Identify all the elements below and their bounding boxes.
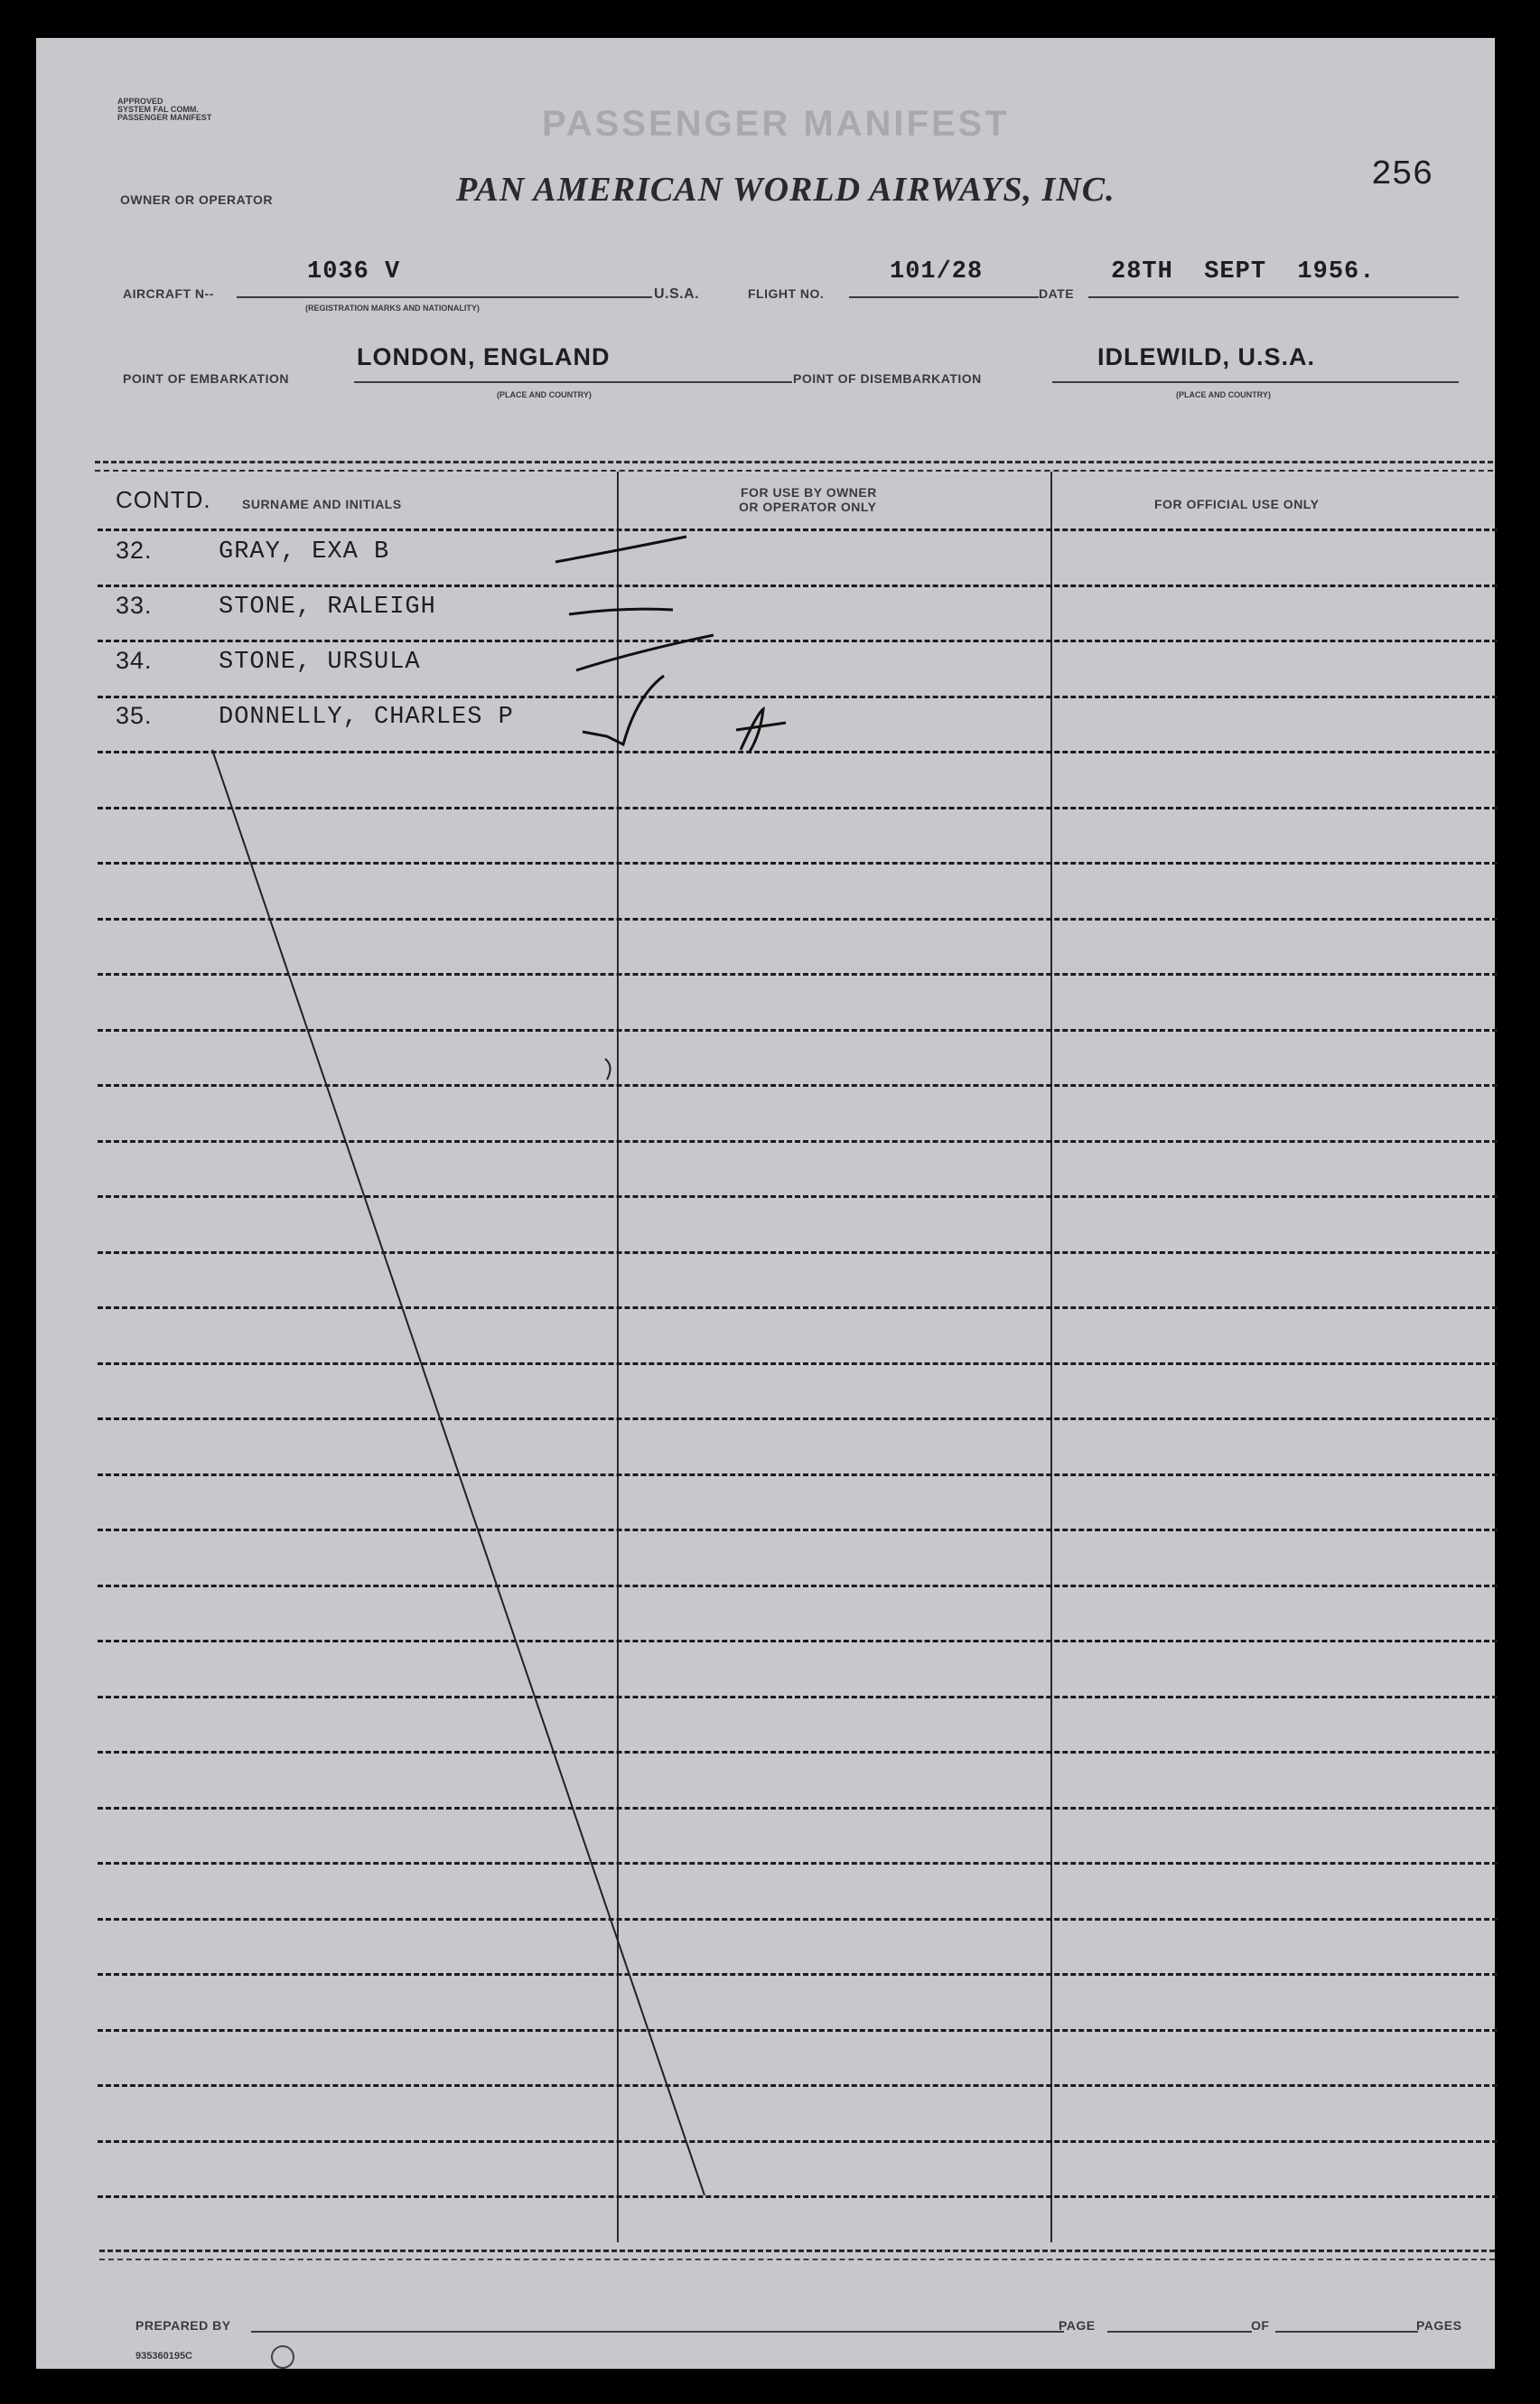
col-header-name: SURNAME AND INITIALS bbox=[242, 497, 402, 511]
disembark-label: POINT OF DISEMBARKATION bbox=[793, 371, 982, 386]
col-header-owner-line2: OR OPERATOR ONLY bbox=[739, 500, 877, 514]
embark-caption: (PLACE AND COUNTRY) bbox=[497, 390, 592, 399]
date-label: DATE bbox=[1039, 286, 1075, 301]
row-number: 34. bbox=[116, 647, 153, 674]
page-label: PAGE bbox=[1059, 2318, 1096, 2333]
passenger-name: GRAY, EXA B bbox=[219, 538, 390, 566]
col-header-owner-line1: FOR USE BY OWNER bbox=[741, 485, 877, 500]
form-number: 935360195C bbox=[135, 2351, 193, 2362]
aircraft-value: 1036 V bbox=[307, 258, 401, 285]
check-mark bbox=[583, 676, 664, 744]
registration-caption: (REGISTRATION MARKS AND NATIONALITY) bbox=[305, 304, 480, 313]
union-seal-icon bbox=[271, 2345, 294, 2369]
col-header-official: FOR OFFICIAL USE ONLY bbox=[1154, 497, 1320, 511]
approval-stamp-text: APPROVED SYSTEM FAL COMM. PASSENGER MANIFEST bbox=[117, 97, 212, 122]
passenger-name: STONE, RALEIGH bbox=[219, 594, 436, 621]
prepared-by-label: PREPARED BY bbox=[135, 2318, 231, 2333]
check-mark bbox=[555, 537, 686, 562]
flight-value: 101/28 bbox=[890, 258, 984, 285]
pages-label: PAGES bbox=[1416, 2318, 1462, 2333]
row-number: 33. bbox=[116, 592, 153, 619]
void-line bbox=[212, 750, 705, 2195]
passenger-name: STONE, URSULA bbox=[219, 649, 421, 676]
check-mark bbox=[576, 635, 714, 670]
initial-mark bbox=[736, 709, 786, 752]
operator-name: PAN AMERICAN WORLD AIRWAYS, INC. bbox=[456, 171, 1115, 209]
passenger-name: DONNELLY, CHARLES P bbox=[219, 704, 514, 731]
flight-label: FLIGHT NO. bbox=[748, 286, 825, 301]
disembark-caption: (PLACE AND COUNTRY) bbox=[1176, 390, 1271, 399]
of-label: OF bbox=[1251, 2318, 1270, 2333]
aircraft-label: AIRCRAFT N-- bbox=[123, 286, 214, 301]
row-number: 35. bbox=[116, 702, 153, 729]
owner-label: OWNER OR OPERATOR bbox=[120, 192, 273, 207]
embark-label: POINT OF EMBARKATION bbox=[123, 371, 289, 386]
disembark-value: IDLEWILD, U.S.A. bbox=[1097, 343, 1315, 370]
check-mark bbox=[569, 609, 673, 614]
usa-label: U.S.A. bbox=[654, 286, 700, 302]
embark-value: LONDON, ENGLAND bbox=[357, 343, 611, 370]
page-number: 256 bbox=[1371, 155, 1433, 194]
date-value: 28TH SEPT 1956. bbox=[1111, 258, 1376, 285]
contd-label: CONTD. bbox=[116, 486, 211, 513]
form-title: PASSENGER MANIFEST bbox=[542, 104, 1010, 144]
row-number: 32. bbox=[116, 537, 153, 564]
